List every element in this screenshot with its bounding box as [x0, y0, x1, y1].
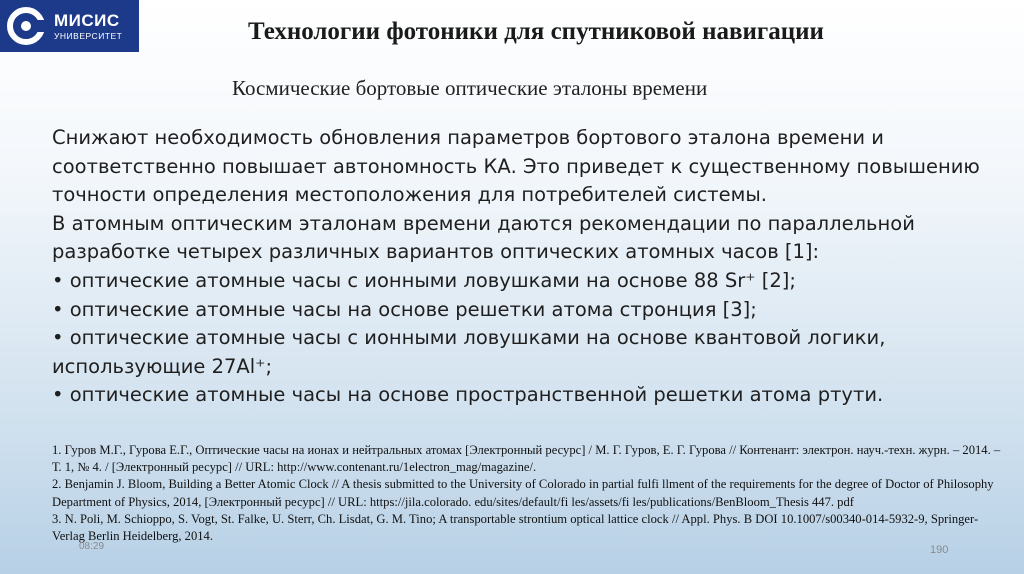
slide-body — [52, 124, 1002, 410]
reference-item: 3. N. Poli, M. Schioppo, S. Vogt, St. Falke, U. Sterr, Ch. Lisdat, G. M. Tino; A transportable strontium optical lattice clock // Appl. Phys. B DOI 10.1007/s00340-014-5932-9, Springer-Verlag Berlin Heidelberg, 2014. — [52, 511, 979, 544]
logo-name: МИСИС — [54, 10, 120, 30]
page-number: 190 — [930, 544, 949, 556]
reference-item: 1. Гуров М.Г., Гурова Е.Г., Оптические часы на ионах и нейтральных атомах [Электронный ресурс] / М. Г. Гуров, Е. Г. Гурова // Контенант: электрон. науч.-техн. журн. – 2014. – Т. 1, № 4. / [Электронный ресурс] // URL: http://www.contenant.ru/1electron_mag/magazine/. — [52, 443, 1001, 475]
slide-subtitle: Космические бортовые оптические эталоны времени — [232, 76, 708, 100]
reference-item: 2. Benjamin J. Bloom, Building a Better Atomic Clock // A thesis submitted to the University of Colorado in partial fulfi llment of the requirements for the degree of Doctor of Philosophy Department of Physics, 2014, [Электронный ресурс] // URL: https://jila.colorado. edu/sites/default/fi les/assets/fi les/publications/BenBloom_Thesis 447. pdf — [52, 477, 994, 509]
misis-logo-icon — [0, 0, 52, 52]
references — [52, 442, 1002, 545]
misis-logo — [0, 0, 139, 52]
body-paragraph: Снижают необходимость обновления параметров бортового эталона времени и соответственно повышает автономность КА. Это приведет к существенному повышению точности определения местоположения для потребителей системы. — [52, 126, 980, 207]
body-bullet: • оптические атомные часы на основе пространственной решетки атома ртути. — [52, 383, 884, 407]
slide-title: Технологии фотоники для спутниковой навигации — [248, 18, 824, 45]
body-paragraph: В атомным оптическим эталонам времени даются рекомендации по параллельной разработке четырех различных вариантов оптических атомных часов [1]: — [52, 211, 915, 264]
body-bullet: • оптические атомные часы с ионными ловушками на основе 88 Sr⁺ [2]; — [52, 268, 796, 292]
logo-subtitle: УНИВЕРСИТЕТ — [54, 30, 123, 41]
body-bullet: • оптические атомные часы с ионными ловушками на основе квантовой логики, использующие 27Al⁺; — [52, 326, 886, 378]
body-bullet: • оптические атомные часы на основе решетки атома стронция [3]; — [52, 297, 757, 321]
slide-date: 08:29 — [79, 541, 105, 552]
